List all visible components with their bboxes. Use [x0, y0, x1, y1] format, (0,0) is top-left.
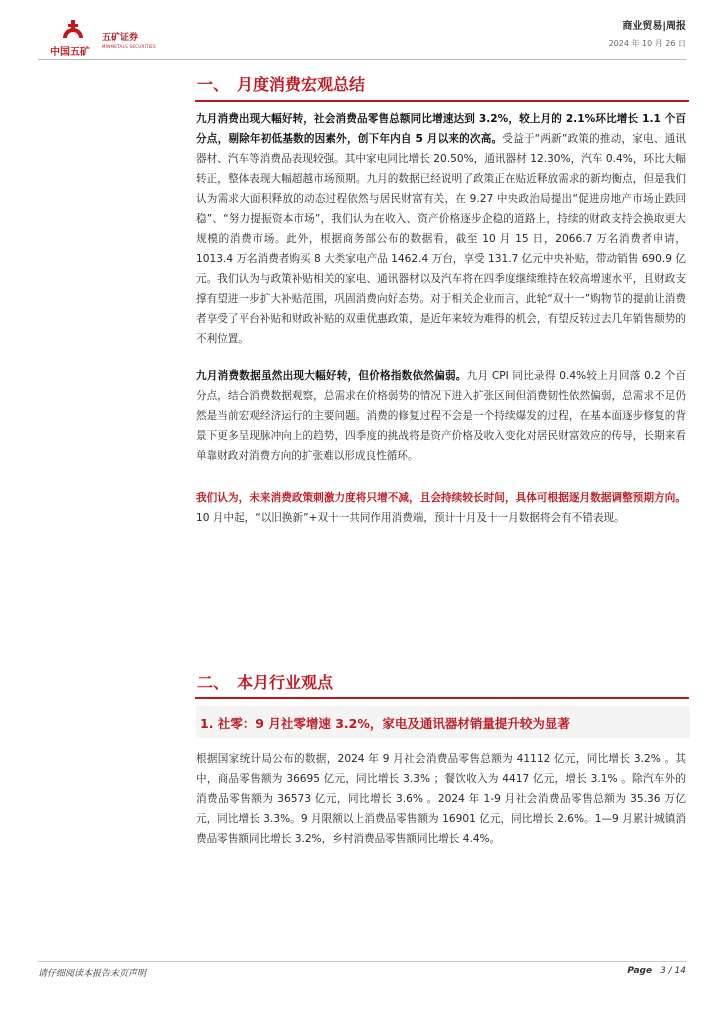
broker-name: [102, 30, 156, 49]
section-1-number: 一、: [197, 75, 230, 94]
page-indicator: [627, 966, 686, 976]
subheading-bar: [196, 706, 690, 738]
section-2-underline: [195, 697, 689, 699]
report-meta: [609, 17, 686, 49]
header-divider: [38, 59, 686, 60]
section-1-underline: [195, 100, 689, 102]
broker-name-cn: 五矿证券: [102, 33, 139, 43]
page-number: 3 / 14: [660, 966, 686, 976]
footer-divider: [38, 961, 686, 962]
report-date: 2024 年 10 月 26 日: [608, 39, 686, 48]
company-name-cn: 中国五矿: [50, 47, 90, 58]
para-2-lead: 九月消费数据虽然出现大幅好转，但价格指数依然偏弱。: [196, 370, 467, 382]
section-1-title: 月度消费宏观总结: [237, 75, 366, 94]
para-3-body: 10 月中起，“以旧换新”+双十一共同作用消费端，预计十月及十一月数据将会有不错表现。: [196, 512, 625, 524]
para-1-lead: 九月消费出现大幅好转，社会消费品零售总额同比增速达到 3.2%，较上月的 2.1%环比增长 1.1 个百分点，剔除年初低基数的因素外，创下年内自 5 月以来的次高。: [196, 113, 686, 145]
para-3-lead: 我们认为，未来消费政策刺激力度将只增不减，且会持续较长时间，具体可根据逐月数据调整预期方向。: [196, 492, 686, 504]
para-1-body: 受益于“两新”政策的推动，家电、通讯器材、汽车等消费品表现较强。其中家电同比增长 20.50%，通讯器材 12.30%，汽车 0.4%，环比大幅转正，整体表现大幅超越市场预期。九月的数据已经说明了政策正在贴近释放需求的新均衡点，但是我们认为需求大面积释放的动态过程依然与居民财富有关，在 9.27 中央政治局提出“促进房地产市场止跌回稳”、“努力提振资本市场”，我们认为在收入、资产价格逐步企稳的道路上，持续的财政支持会换取更大规模的消费市场。此外，根据商务部公布的数据看，截至 10 月 15 日，2066.7 万名消费者申请，1013.4 万名消费者购买 8 大类家电产品 1462.4 万台，享受 131.7 亿元中央补贴，带动销售 690.9 亿元。我们认为与政策补贴相关的家电、通讯器材以及汽车将在四季度继续维持在较高增速水平，且财政支撑有望进一步扩大补贴范围，巩固消费向好态势。对于相关企业而言，此轮“双十一”购物节的提前让消费者享受了平台补贴和财政补贴的双重优惠政策，是近年来较为难得的机会，有望反转过去几年销售颓势的不利位置。: [196, 133, 687, 345]
section-1-paragraph-1: [196, 109, 686, 349]
report-type: 商业贸易|周报: [622, 21, 686, 32]
page-header: [0, 0, 724, 60]
section-2-heading: [197, 670, 333, 693]
section-2-number: 二、: [197, 673, 230, 692]
section-2-paragraph: 根据国家统计局公布的数据，2024 年 9 月社会消费品零售总额为 41112 亿元，同比增长 3.2% 。其中，商品零售额为 36695 亿元，同比增长 3.3% ；餐饮收入为 4417 亿元，增长 3.1% 。除汽车外的消费品零售额为 36573 亿元，同比增长 3.6% 。2024 年 1-9 月社会消费品零售总额为 35.36 万亿元，同比增长 3.3%。9 月限额以上消费品零售额为 16901 亿元，同比增长 2.6%。1—9 月累计城镇消费品零售额同比增长 3.2%，乡村消费品零售额同比增长 4.4%。: [196, 753, 686, 845]
footer-disclaimer: 请仔细阅读本报告末页声明: [38, 969, 147, 979]
para-2-body: 九月 CPI 同比录得 0.4%较上月回落 0.2 个百分点，结合消费数据观察，总需求在价格弱势的情况下进入扩张区间但消费韧性依然偏弱，总需求不足仍然是当前宏观经济运行的主要问题。消费的修复过程不会是一个持续爆发的过程，在基本面逐步修复的背景下更多呈现脉冲向上的趋势，四季度的挑战将是资产价格及收入变化对居民财富效应的传导，长期来看单靠财政对消费方向的扩张难以形成良性循环。: [196, 370, 687, 462]
page-label: Page: [627, 966, 653, 976]
section-1-paragraph-2: [196, 366, 686, 466]
section-1-heading: [197, 72, 365, 95]
section-2-title: 本月行业观点: [237, 673, 334, 692]
minmetals-logo-icon: [60, 18, 86, 40]
subheading-retail-sales: 1. 社零：9 月社零增速 3.2%，家电及通讯器材销量提升较为显著: [200, 716, 570, 731]
section-1-paragraph-3: [196, 488, 686, 528]
broker-name-en: MINMETALS SECURITIES: [102, 44, 156, 49]
